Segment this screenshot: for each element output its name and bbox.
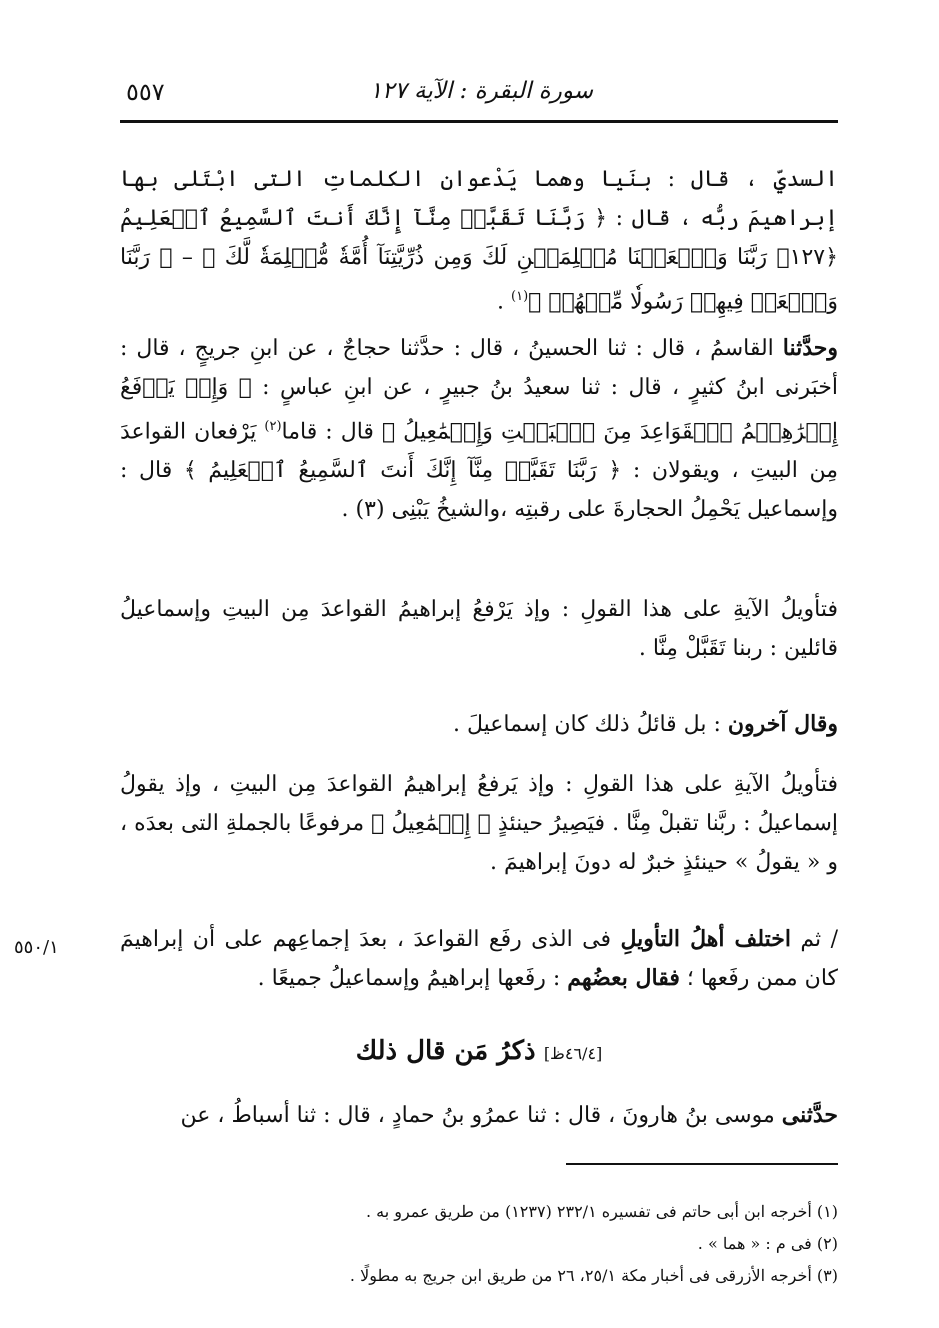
paragraph-2-lead: وحدَّثنا [782,335,838,361]
paragraph-2-text: القاسمُ ، قال : ثنا الحسينُ ، قال : حدَّثنا حجاجٌ ، عن ابنِ جريجٍ ، قال : أخبَرنى ابنُ كثيرٍ ، قال : ثنا سعيدُ بنُ جبيرٍ ، عن ابنِ عباسٍ : ﴿ وَإِذۡ يَرۡفَعُ إِبۡرَٰهِـۧمُ ٱلۡقَوَاعِدَ مِنَ ٱلۡبَيۡتِ وَإِسۡمَٰعِيلُ ﴾ قال : قاما [120,336,839,445]
paragraph-2 [120,329,838,529]
paragraph-1-tail: . [497,289,512,315]
paragraph-3 [120,590,838,668]
paragraph-6-prefix: / ثم [790,927,838,952]
paragraph-6-bold-2: فقال بعضُهم [567,965,680,991]
paragraph-7-text: موسى بنُ هارونَ ، قال : ثنا عمرُو بنُ حمادٍ ، قال : ثنا أسباطُ ، عن [180,1103,782,1128]
paragraph-4 [120,705,838,744]
footnote-rule [566,1163,838,1165]
paragraph-7-lead: حدَّثنى [781,1102,838,1128]
footnote-3: (٣) أخرجه الأزرقى فى أخبار مكة ٢٥/١، ٢٦ من طريق ابن جريج به مطولًا . [349,1266,838,1285]
paragraph-5 [120,765,838,882]
paragraph-2-tail: يَرْفعان القواعدَ مِن البيتِ ، ويقولان : ﴿ رَبَّنَا تَقَبَّلۡ مِنَّآ إِنَّكَ أَنتَ ٱلسَّمِيعُ ٱلۡعَلِيمُ ﴾ قال : وإسماعيل يَحْمِلُ الحجارةَ على رقبتِه ،والشيخُ يَبْنِى (٣) . [120,419,838,523]
paragraph-6-end: : رفَعها إبراهيمُ وإسماعيلُ جميعًا . [257,966,568,991]
paragraph-6-bold-1: اختلف أهلُ التأويلِ [620,926,791,952]
section-marker: [٤٦/٤ظ] [543,1044,603,1063]
paragraph-6 [120,920,838,998]
footnote-1: (١) أخرجه ابن أبى حاتم فى تفسيره ٢٣٢/١ (١٢٣٧) من طريق عمرو به . [365,1202,838,1221]
footnote-ref-1: (١) [511,289,529,304]
paragraph-3-text: فتأويلُ الآيةِ على هذا القولِ : وإذ يَرْفعُ إبراهيمُ القواعدَ مِن البيتِ وإسماعيلُ قائلين : ربنا تَقَبَّلْ مِنَّا . [120,597,838,661]
paragraph-7 [120,1096,838,1135]
paragraph-6-mid: فى الذى رفَع القواعدَ ، بعدَ إجماعِهم على أن إبراهيمَ كان ممن رفَعها ؛ [120,927,838,991]
footnote-2: (٢) فى م : « هما » . [697,1234,838,1253]
footnote-ref-2: (٢) [264,419,282,434]
margin-reference: ٥٥٠/١ [14,937,59,958]
page-number: ٥٥٧ [126,78,165,106]
paragraph-4-lead: وقال آخرون [727,711,838,737]
running-header [120,74,838,114]
paragraph-1 [120,160,838,321]
paragraph-5-text: فتأويلُ الآيةِ على هذا القولِ : وإذ يَرفعُ إبراهيمُ القواعدَ مِن البيتِ ، وإذ يقولُ إسماعيلُ : ربَّنا تقبلْ مِنَّا . فيَصِيرُ حينئذٍ ﴿ إِسۡمَٰعِيلُ ﴾ مرفوعًا بالجملةِ التى بعدَه ، و « يقولُ » حينئذٍ خبرٌ له دونَ إبراهيمَ . [120,772,838,875]
section-heading [120,1036,838,1066]
header-rule [120,120,838,123]
footnotes [120,1196,838,1292]
paragraph-1-text: السديِّ ، قال : بنَيا وهما يَدْعوان الكلماتِ التى ابْتَلى بها إبراهيمَ ربُّه ، قال : ﴿ رَبَّنَا تَقَبَّلۡ مِنَّآ إِنَّكَ أَنتَ ٱلسَّمِيعُ ٱلۡعَلِيمُ ﴿١٢٧﴾ رَبَّنَا وَٱجۡعَلۡنَا مُسۡلِمَيۡنِ لَكَ وَمِن ذُرِّيَّتِنَآ أُمَّةٗ مُّسۡلِمَةٗ لَّكَ ﴾ – ﴿ رَبَّنَا وَٱبۡعَثۡ فِيهِمۡ رَسُولٗا مِّنۡهُمۡ ﴾ [120,167,838,315]
paragraph-4-text: : بل قائلُ ذلك كان إسماعيلَ . [452,712,728,737]
header-title: سورة البقرة : الآية ١٢٧ [369,78,593,104]
section-title: ذكرُ مَن قال ذلك [355,1036,536,1066]
